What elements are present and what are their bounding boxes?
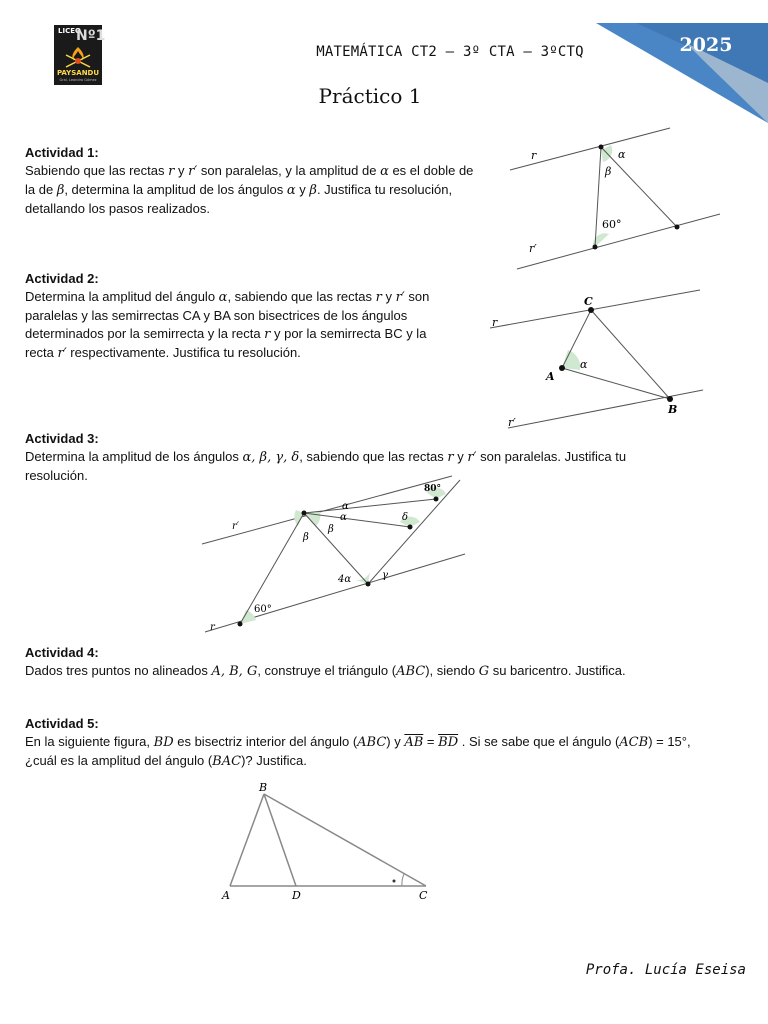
- activity-3-figure: [200, 472, 470, 638]
- fig1-r-label: r: [531, 149, 537, 162]
- logo-liceo-text: LICEO: [58, 27, 81, 35]
- fig2-rp-label: r′: [508, 416, 516, 429]
- activity-1-figure: [505, 124, 725, 274]
- fig2-a-label: A: [546, 370, 555, 383]
- subject-header: MATEMÁTICA CT2 – 3º CTA – 3ºCTQ: [316, 44, 584, 60]
- fig3-beta2-label: β: [328, 524, 334, 535]
- fig2-r-label: r: [492, 316, 498, 329]
- fig3-80-label: 80°: [424, 484, 442, 494]
- activity-5-figure: [216, 778, 438, 904]
- activity-5-title: Actividad 5:: [25, 716, 99, 731]
- activity-2-text: Determina la amplitud del ángulo α, sabiendo que las rectas r y r′ son paralelas y las semirrectas CA y BA son bisectrices de los ángulos determinados por la semirrecta y la recta r y por la semirrecta BC y la recta r′ respectivamente. Justifica tu resolución.: [25, 289, 430, 361]
- fig3-r-label: r: [210, 622, 215, 633]
- fig3-4alpha-label: 4α: [338, 574, 352, 585]
- activity-3-title: Actividad 3:: [25, 431, 99, 446]
- activity-5-text: En la siguiente figura, BD es bisectriz interior del ángulo (ABC) y $\overline{AB} = \overline{BD}$ . Si se sabe que el ángulo (ACB) = 15°, ¿cuál es la amplitud del ángulo (BAC)? Justifica.: [25, 734, 691, 769]
- fig2-alpha-label: α: [580, 358, 588, 371]
- page-title: Práctico 1: [318, 84, 422, 108]
- fig3-gamma-label: γ: [382, 570, 388, 581]
- fig2-c-label: C: [584, 295, 593, 308]
- logo-number-text: Nº1: [76, 28, 106, 44]
- fig3-rp-label: r′: [232, 521, 240, 532]
- fig1-alpha-label: α: [618, 148, 626, 161]
- activity-2-title: Actividad 2:: [25, 271, 99, 286]
- activity-4-text: Dados tres puntos no alineados A, B, G, construye el triángulo (ABC), siendo G su baricentro. Justifica.: [25, 663, 626, 679]
- logo-subtitle-text: Gral. Leandro Gómez: [59, 78, 97, 82]
- activity-1-text: Sabiendo que las rectas r y r′ son paralelas, y la amplitud de α es el doble de la de β, determina la amplitud de los ángulos α y β. Justifica tu resolución, detallando los pasos realizados.: [25, 163, 474, 216]
- fig3-60-label: 60°: [254, 604, 272, 615]
- fig5-b-label: B: [259, 781, 268, 794]
- fig1-rp-label: r′: [529, 242, 537, 255]
- fig3-delta-label: δ: [402, 512, 409, 523]
- fig3-alpha2-label: α: [340, 512, 347, 523]
- fig3-beta1-label: β: [303, 532, 309, 543]
- activity-2-figure: [488, 286, 708, 436]
- torch-icon: [62, 45, 94, 69]
- fig5-c-label: C: [419, 889, 428, 902]
- activity-3-text: Determina la amplitud de los ángulos α, β, γ, δ, sabiendo que las rectas r y r′ son paralelas. Justifica tu resolución.: [25, 449, 627, 483]
- logo-city-text: PAYSANDU: [56, 69, 100, 77]
- fig5-a-label: A: [222, 889, 230, 902]
- year-label: 2025: [679, 34, 733, 56]
- fig1-angle-label: 60°: [602, 218, 622, 231]
- fig2-b-label: B: [668, 403, 678, 416]
- fig5-d-label: D: [292, 889, 301, 902]
- teacher-signature: Profa. Lucía Eseisa: [585, 962, 746, 978]
- activity-1-title: Actividad 1:: [25, 145, 99, 160]
- fig1-beta-label: β: [605, 165, 612, 178]
- activity-4-title: Actividad 4:: [25, 645, 99, 660]
- school-logo: [54, 25, 106, 85]
- fig3-alpha1-label: α: [342, 501, 349, 512]
